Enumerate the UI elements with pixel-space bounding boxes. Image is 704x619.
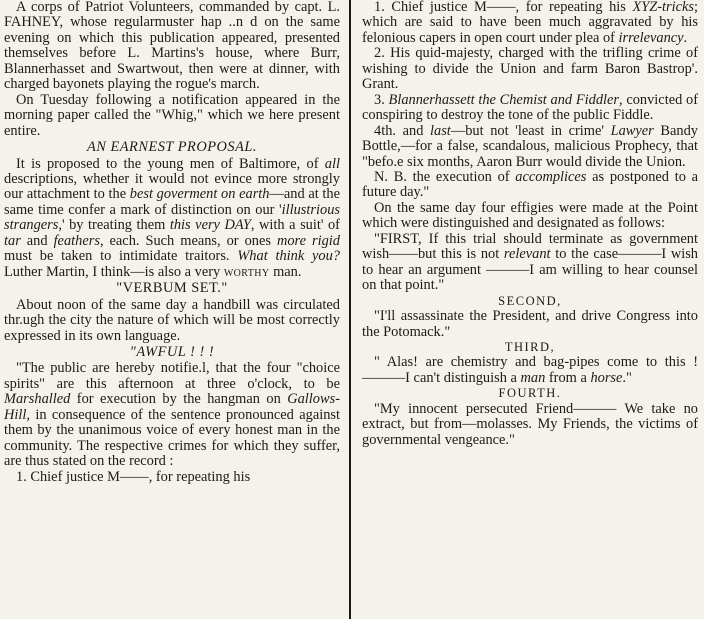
text: , each. Such means, or ones [99, 232, 277, 249]
italic-text: all [324, 155, 340, 172]
italic-text: feathers [53, 232, 100, 249]
paragraph-notification: On Tuesday following a notification appeared in the morning paper called the "Whig," which we here present entire. [4, 91, 340, 139]
italic-text: best goverment on earth [129, 186, 270, 203]
text: ; which are said to have been much aggravated by his felonious capers in open court under plea of [362, 0, 698, 46]
italic-text: relevant [503, 246, 551, 263]
effigy-first [362, 232, 698, 294]
italic-text: man [520, 369, 546, 386]
paragraph-proposal [4, 157, 340, 281]
text: to the case———I wish to hear an argument ———I am willing to hear counsel on that point." [362, 246, 699, 294]
heading-earnest-proposal: AN EARNEST PROPOSAL. [86, 139, 258, 156]
label-third: THIRD, [504, 339, 556, 354]
text: man. [269, 263, 302, 280]
text: ." [622, 369, 632, 386]
text: 3. [374, 91, 389, 108]
text: , in consequence of the sentence pronounced against them by the unanimous voice of every honest man in the community. The respective crimes for which they suffer, are thus stated on the record : [4, 406, 340, 470]
italic-text: last [430, 122, 451, 139]
text: —but not 'least in crime' [450, 122, 611, 139]
text: 1. Chief justice M——, for repeating his [374, 0, 633, 15]
right-column [362, 0, 698, 619]
italic-text: more rigid [276, 232, 340, 249]
effigy-fourth: "My innocent persecuted Friend——— We take no extract, but from—molasses. My Friends, the victims of governmental vengeance." [362, 400, 698, 448]
text: ,' by treating them [58, 217, 170, 234]
text: " Alas! are chemistry and bag-pipes come to this !———I can't distinguish a [362, 354, 698, 386]
heading-verbum-set: "VERBUM SET." [116, 280, 228, 297]
italic-text: Blannerhassett the Chemist and Fiddler [388, 91, 620, 108]
effigy-third [362, 355, 698, 386]
text: from a [545, 369, 591, 386]
italic-text: accomplices [515, 168, 587, 185]
heading-awful: "AWFUL ! ! ! [129, 343, 215, 360]
italic-text: XYZ-tricks [632, 0, 694, 15]
paragraph-patriot-volunteers: A corps of Patriot Volunteers, commanded by capt. L. FAHNEY, whose regularmuster hap ..n d on the same evening on which this publication appeared, presented themselves before L. Martins's house, where Burr, Blannerhasset and Swartwout, then were at dinner, with charged bayonets playing the rogue's march. [4, 0, 340, 93]
text: , convicted of conspiring to destroy the tone of the public Fiddle. [362, 91, 698, 124]
italic-text: this very DAY [169, 217, 251, 234]
paragraph-public-notified [4, 361, 340, 469]
item-nota-bene [362, 170, 698, 201]
italic-text: Lawyer [610, 122, 654, 139]
effigy-second: "I'll assassinate the President, and drive Congress into the Potomack." [362, 308, 698, 340]
text: for execution by the hangman on [70, 391, 288, 408]
text: Luther Martin, I think—is also a very [4, 263, 224, 280]
italic-text: tar [4, 232, 21, 249]
text: It is proposed to the young men of Baltimore, of [16, 155, 325, 172]
paragraph-handbill: About noon of the same day a handbill was circulated thr.ugh the city the nature of which will be most correctly expressed in its own language. [4, 296, 340, 344]
item-chief-justice [362, 0, 698, 46]
text: N. B. the execution of [374, 168, 516, 185]
italic-text: Gallows-Hill [4, 391, 340, 423]
text: descriptions, whether it would not evince more strongly our attachment to the [4, 170, 340, 203]
column-rule [349, 0, 351, 619]
text: —and at the same time confer a mark of distinction on our ' [4, 186, 340, 218]
item-blannerhassett [362, 93, 698, 124]
text: must be taken to intimidate traitors. [4, 248, 238, 265]
left-column [4, 0, 340, 619]
italic-text: What think you? [237, 248, 340, 265]
italic-text: horse [590, 369, 623, 386]
paragraph-cut-off: 1. Chief justice M——, for repeating his [16, 468, 251, 485]
text: and [20, 232, 54, 249]
italic-text: illustrious strangers [4, 201, 340, 234]
text: Bandy Bottle,—for a false, scandalous, malicious Prophecy, that "befo.e six months, Aaron Burr would divide the Union. [362, 122, 698, 170]
text: , with a suit' of [250, 217, 340, 234]
italic-text: Marshalled [4, 391, 71, 408]
text: 4th. and [374, 122, 431, 139]
label-fourth: FOURTH. [498, 386, 562, 401]
item-quid-majesty: 2. His quid-majesty, charged with the trifling crime of wishing to divide the Union and farm Baron Bastrop'. Grant. [362, 45, 698, 93]
paragraph-effigies: On the same day four effigies were made at the Point which were distinguished and designated as follows: [362, 199, 698, 232]
label-second: SECOND, [498, 293, 562, 308]
text: "The public are hereby notifie.l, that the four "choice spirits" are this afternoon at three o'clock, to be [4, 360, 340, 392]
item-lawyer [362, 124, 698, 170]
small-caps-text: worthy [223, 263, 270, 280]
text: as postponed to a future day." [362, 168, 698, 201]
italic-text: irrelevancy [618, 29, 684, 46]
text: "FIRST, If this trial should terminate as government wish——but this is not [362, 230, 698, 263]
text: . [683, 29, 688, 46]
